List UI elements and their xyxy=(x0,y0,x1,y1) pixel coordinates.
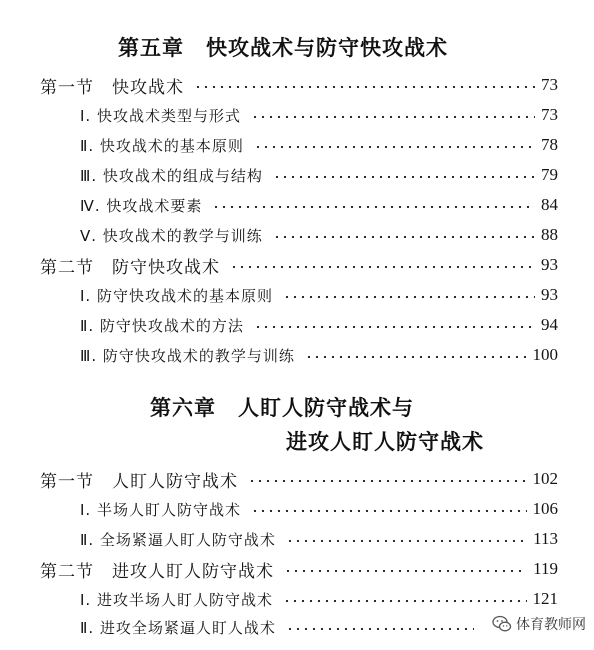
leader-dots xyxy=(284,570,527,572)
item-label: Ⅱ. 全场紧逼人盯人防守战术 xyxy=(80,530,276,549)
page-number: 100 xyxy=(532,345,558,364)
page-number: 84 xyxy=(541,195,558,214)
toc-section[interactable] xyxy=(40,466,558,492)
item-label: Ⅰ. 进攻半场人盯人防守战术 xyxy=(80,590,273,609)
leader-dots xyxy=(230,266,535,268)
page-number: 93 xyxy=(541,255,558,274)
page-number: 94 xyxy=(541,315,558,334)
toc-item[interactable] xyxy=(80,132,558,158)
toc-item[interactable] xyxy=(80,162,558,188)
chapter5-title: 第五章 快攻战术与防守快攻战术 xyxy=(118,36,448,60)
page-number: 106 xyxy=(532,499,558,518)
leader-dots xyxy=(251,510,527,512)
page-number: 73 xyxy=(541,75,558,94)
toc-item[interactable] xyxy=(80,282,558,308)
page-number: 113 xyxy=(533,529,558,548)
page-number: 88 xyxy=(541,225,558,244)
section-label: 第二节 防守快攻战术 xyxy=(40,257,220,278)
item-label: Ⅰ. 快攻战术类型与形式 xyxy=(80,106,241,125)
watermark-text: 体育教师网 xyxy=(516,617,586,633)
leader-dots xyxy=(283,600,527,602)
chapter6-title-line2: 进攻人盯人防守战术 xyxy=(286,430,484,454)
page-number: 102 xyxy=(532,469,558,488)
toc-item[interactable] xyxy=(80,526,558,552)
item-label: Ⅲ. 快攻战术的组成与结构 xyxy=(80,166,263,185)
leader-dots xyxy=(273,176,535,178)
toc-item[interactable] xyxy=(80,496,558,522)
item-label: Ⅲ. 防守快攻战术的教学与训练 xyxy=(80,346,295,365)
leader-dots xyxy=(305,356,527,358)
wechat-icon xyxy=(492,615,512,633)
item-label: Ⅱ. 进攻全场紧逼人盯人战术 xyxy=(80,618,276,637)
toc-item[interactable] xyxy=(80,222,558,248)
page-number: 93 xyxy=(541,285,558,304)
leader-dots xyxy=(273,236,535,238)
leader-dots xyxy=(251,116,535,118)
item-label: Ⅱ. 快攻战术的基本原则 xyxy=(80,136,244,155)
toc-section[interactable] xyxy=(40,556,558,582)
item-label: Ⅱ. 防守快攻战术的方法 xyxy=(80,316,244,335)
watermark xyxy=(492,614,586,634)
toc-section[interactable] xyxy=(40,252,558,278)
section-label: 第一节 人盯人防守战术 xyxy=(40,471,238,492)
toc-item[interactable] xyxy=(80,102,558,128)
toc-section[interactable] xyxy=(40,72,558,98)
item-label: Ⅴ. 快攻战术的教学与训练 xyxy=(80,226,263,245)
leader-dots xyxy=(194,86,535,88)
toc-item[interactable] xyxy=(80,342,558,368)
page-number: 73 xyxy=(541,105,558,124)
leader-dots xyxy=(254,146,535,148)
item-label: Ⅳ. 快攻战术要素 xyxy=(80,196,203,215)
item-label: Ⅰ. 半场人盯人防守战术 xyxy=(80,500,241,519)
toc-item[interactable] xyxy=(80,586,558,612)
page-number: 79 xyxy=(541,165,558,184)
toc-item[interactable] xyxy=(80,614,480,640)
leader-dots xyxy=(254,326,535,328)
section-label: 第二节 进攻人盯人防守战术 xyxy=(40,561,274,582)
page-number: 121 xyxy=(532,589,558,608)
leader-dots xyxy=(212,206,535,208)
page-number: 119 xyxy=(533,559,558,578)
item-label: Ⅰ. 防守快攻战术的基本原则 xyxy=(80,286,273,305)
page-number: 78 xyxy=(541,135,558,154)
leader-dots xyxy=(286,628,474,630)
leader-dots xyxy=(286,540,527,542)
toc-item[interactable] xyxy=(80,312,558,338)
leader-dots xyxy=(283,296,535,298)
leader-dots xyxy=(248,480,527,482)
section-label: 第一节 快攻战术 xyxy=(40,77,184,98)
toc-item[interactable] xyxy=(80,192,558,218)
chapter6-title-line1: 第六章 人盯人防守战术与 xyxy=(150,396,414,420)
